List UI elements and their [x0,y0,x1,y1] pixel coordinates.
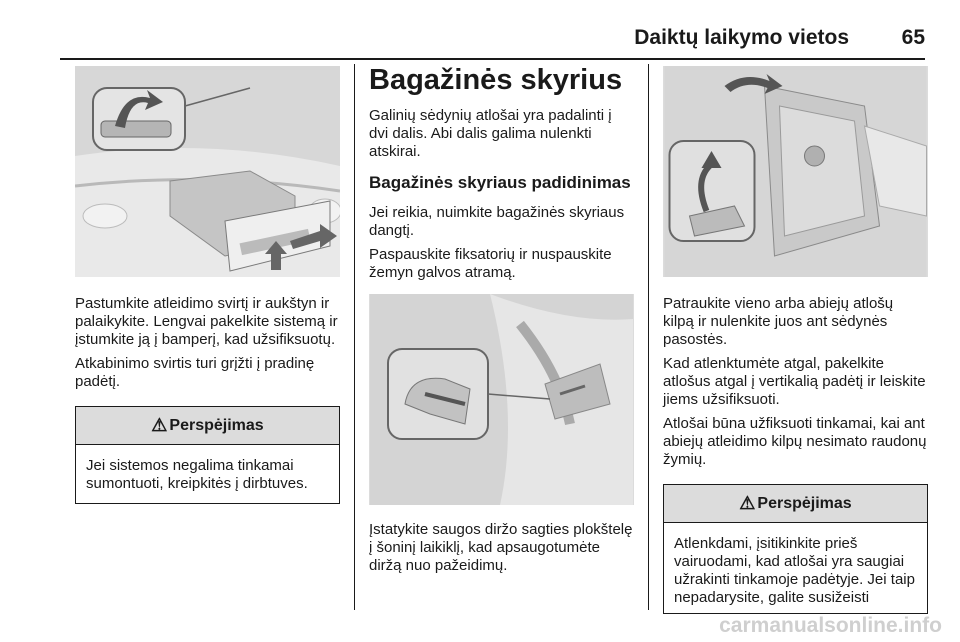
warning-body [76,445,339,503]
paragraph-2: Atkabinimo svirtis turi grįžti į pradinę padėtį. [75,355,315,390]
warning-text: Atlenkdami, įsitikinkite prieš vairuodami, kad atlošai yra saugiai užrakinti tinkamoje padėtyje. Jei taip nepadarysite, galite susižeisti [674,535,915,606]
warning-header [76,407,339,445]
paragraph-1: Pastumkite atleidimo svirtį ir aukštyn ir palaikykite. Lengvai pakelkite sistemą ir įstumkite ją į bamperį, kad užsifiksuotų. [75,295,338,348]
heading-luggage-compartment: Bagažinės skyrius [369,64,623,96]
page-header [60,26,925,58]
watermark: carmanualsonline.info [719,614,942,637]
tow-bar-drawing [75,66,340,277]
paragraph-pull-loop: Patraukite vieno arba abiejų atlošų kilpą ir nulenkite juos ant sėdynės pasostės. [663,295,894,348]
section-title: Daiktų laikymo vietos [634,26,849,49]
paragraph-locked: Atlošai būna užfiksuoti tinkamai, kai ant abiejų atleidimo kilpų nesimato raudonų žymių. [663,415,927,468]
tow-bar-illustration [75,66,340,277]
column-divider-right [648,64,649,610]
warning-triangle-icon: ⚠ [739,493,756,513]
column-right [663,66,928,614]
header-rule [60,58,925,60]
warning-box [663,484,928,614]
warning-body [664,523,927,613]
detail-inset [670,141,755,241]
page-number: 65 [901,26,925,49]
warning-title: Perspėjimas [169,416,264,434]
warning-header [664,485,927,523]
seatbelt-drawing [369,294,634,505]
seatback-drawing [663,66,928,277]
caption-seatbelt: Įstatykite saugos diržo sagties plokštelę į šoninį laikiklį, kad apsaugotumėte diržą nuo pažeidimų. [369,521,633,574]
warning-text: Jei sistemos negalima tinkamai sumontuoti, kreipkitės į dirbtuves. [86,457,308,492]
seatback-fold-illustration [663,66,928,277]
seatbelt-illustration [369,294,634,505]
intro-paragraph: Galinių sėdynių atlošai yra padalinti į dvi dalis. Abi dalis galima nulenkti atskirai. [369,107,612,160]
paragraph-cover: Jei reikia, nuimkite bagažinės skyriaus dangtį. [369,204,625,239]
warning-box [75,406,340,504]
subheading-enlarge: Bagažinės skyriaus padidinimas [369,173,631,192]
column-divider-left [354,64,355,610]
column-left [75,66,340,504]
column-middle [369,66,634,575]
warning-title: Perspėjimas [757,494,852,512]
paragraph-fold-back: Kad atlenktumėte atgal, pakelkite atlošus atgal į vertikalią padėtį ir leiskite jiems užsifiksuoti. [663,355,926,408]
warning-triangle-icon: ⚠ [151,415,168,435]
paragraph-headrest: Paspauskite fiksatorių ir nuspauskite žemyn galvos atramą. [369,246,612,281]
